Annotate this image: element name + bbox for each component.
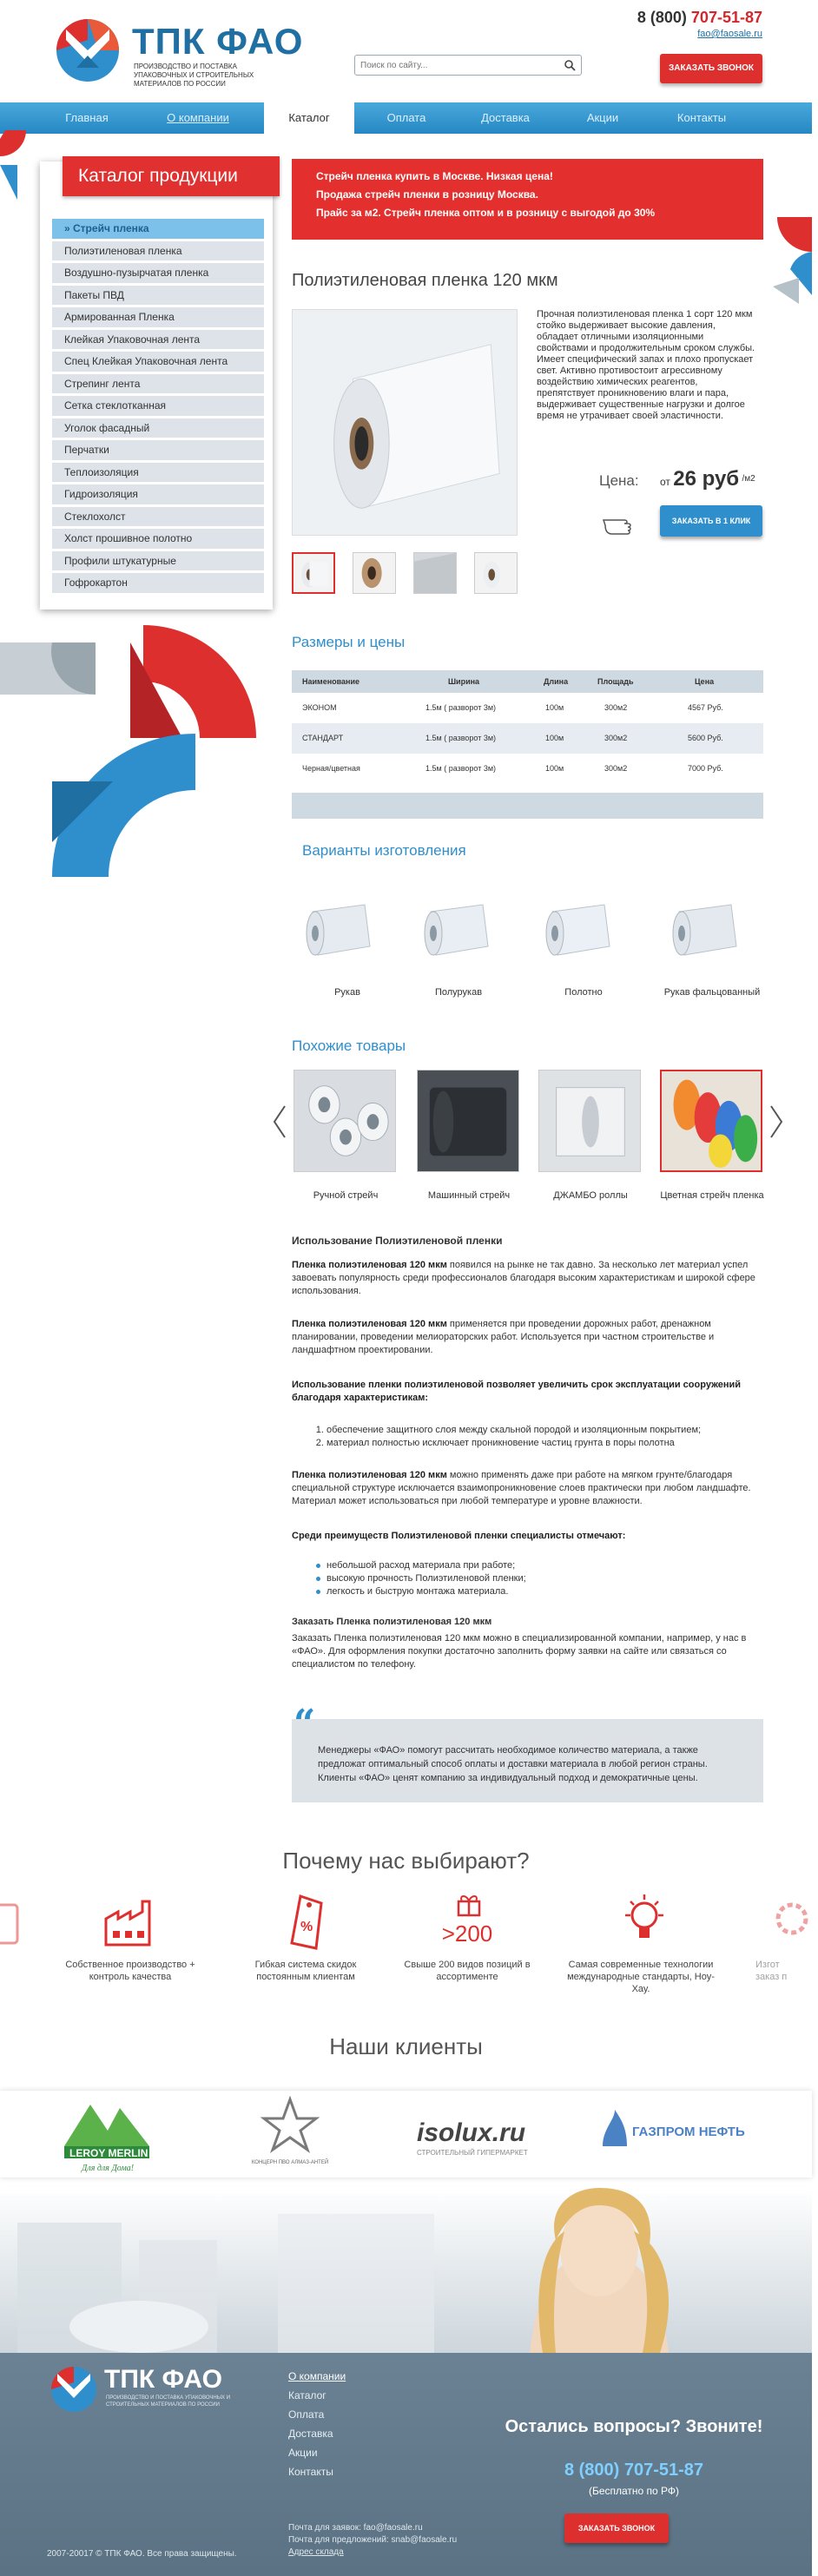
- table-cell: 7000 Руб.: [688, 764, 723, 773]
- why-label: Самая современные технологии международные стандарты, Ноу-Хау.: [567, 1960, 715, 1994]
- table-cell: ЭКОНОМ: [302, 703, 337, 712]
- search-box: [354, 55, 582, 76]
- search-icon[interactable]: [564, 59, 576, 71]
- why-label: Гибкая система скидок постоянным клиентам: [254, 1960, 357, 1982]
- footer-order-call-button[interactable]: ЗАКАЗАТЬ ЗВОНОК: [564, 2513, 669, 2543]
- catalog-item[interactable]: Гидроизоляция: [52, 484, 264, 504]
- nav-about[interactable]: О компании: [167, 111, 229, 124]
- factory-icon: [102, 1893, 155, 1952]
- chevron-left-icon[interactable]: [271, 1104, 288, 1139]
- similar-product-image[interactable]: [660, 1070, 762, 1172]
- decor-shape-icon: [0, 625, 261, 886]
- table-cell: 100м: [545, 764, 564, 773]
- roll-folded-icon: [662, 894, 740, 967]
- price-from: от: [660, 476, 670, 488]
- logo-title[interactable]: ТПК ФАО: [132, 21, 304, 62]
- footer-link-about[interactable]: О компании: [288, 2370, 346, 2382]
- product-description: Прочная полиэтиленовая пленка 1 сорт 120 мкм стойко выдерживает высокие давления, обладает отличными изоляционными свойствами и продолжительным сроком службы. Имеет специфический запах и плохо пропускает свет. Активно противостоит агрессивному воздействию химических реагентов, препятствует проникновению влаги и пара, выдерживает существенные нагрузки и долгое время не утрачивает своей эластичности.: [537, 309, 755, 421]
- article-text: появился на рынке не так давно. За несколько лет материал успел завоевать популярность среди профессионалов благодаря высоким характеристикам и широкой сфере использования.: [292, 1260, 755, 1296]
- chevron-right-icon[interactable]: [768, 1104, 785, 1139]
- header-phone[interactable]: [599, 9, 762, 27]
- footer-warehouse-address[interactable]: Адрес склада: [288, 2547, 344, 2557]
- footer-logo-title[interactable]: ТПК ФАО: [104, 2365, 222, 2394]
- catalog-item[interactable]: Клейкая Упаковочная лента: [52, 330, 264, 350]
- catalog-item[interactable]: Стеклохолст: [52, 507, 264, 527]
- banner-line: Прайс за м2. Стрейч пленка оптом и в розницу с выгодой до 30%: [316, 207, 656, 219]
- table-cell: 1.5м ( разворот 3м): [425, 764, 497, 773]
- list-item: высокую прочность Полиэтиленовой пленки;: [327, 1572, 765, 1585]
- similar-product-label[interactable]: Ручной стрейч: [313, 1190, 379, 1201]
- price-value: [660, 467, 755, 491]
- why-fragment: заказ п: [755, 1972, 788, 1982]
- similar-title: Похожие товары: [292, 1038, 406, 1054]
- gazprom-logo-text: ГАЗПРОМ НЕФТЬ: [632, 2125, 745, 2139]
- article-paragraph: [292, 1318, 765, 1357]
- product-thumbnail[interactable]: [474, 552, 518, 594]
- nav-catalog[interactable]: Каталог: [264, 102, 354, 134]
- similar-product-image[interactable]: [417, 1070, 519, 1172]
- catalog-item[interactable]: Спец Клейкая Упаковочная лента: [52, 352, 264, 372]
- footer-link-catalog[interactable]: Каталог: [288, 2389, 327, 2401]
- product-photo[interactable]: [292, 309, 518, 536]
- logo-subtitle: ПРОИЗВОДСТВО И ПОСТАВКА УПАКОВОЧНЫХ И СТРОИТЕЛЬНЫХ МАТЕРИАЛОВ ПО РОССИИ: [134, 63, 254, 88]
- nav-promo[interactable]: Акции: [586, 111, 619, 124]
- discount-tag-icon: [281, 1893, 333, 1952]
- gazprom-neft-logo[interactable]: [597, 2105, 745, 2165]
- almaz-logo-text: КОНЦЕРН ПВО АЛМАЗ-АНТЕЙ: [251, 2160, 329, 2165]
- leroy-merlin-logo[interactable]: [64, 2096, 149, 2174]
- footer-phone[interactable]: 8 (800) 707-51-87: [564, 2461, 704, 2480]
- table-header-cell: Ширина: [448, 677, 480, 686]
- table-cell: Черная/цветная: [302, 764, 360, 773]
- article-paragraph: [292, 1530, 765, 1543]
- similar-product-label[interactable]: Цветная стрейч пленка: [660, 1190, 764, 1201]
- variant-label: Полурукав: [434, 987, 483, 998]
- table-cell: 300м2: [604, 764, 628, 773]
- main-nav: [0, 102, 812, 134]
- article-paragraph: Заказать Пленка полиэтиленовая 120 мкм можно в специализированной компании, например, у нас в «ФАО». Для оформления покупки достаточно заполнить форму заявки на сайте или связаться со специалистом по телефону.: [292, 1633, 747, 1670]
- variants-title: Варианты изготовления: [302, 842, 466, 859]
- footer-link-promo[interactable]: Акции: [288, 2447, 318, 2459]
- table-cell: 1.5м ( разворот 3м): [425, 703, 497, 712]
- footer-copyright: 2007-20017 © ТПК ФАО. Все права защищены.: [47, 2549, 237, 2559]
- why-label: Свыше 200 видов позиций в ассортименте: [404, 1960, 531, 1982]
- lightbulb-icon: [618, 1893, 670, 1952]
- article-text: можно применять даже при работе на мягком грунте/благодаря специальной структуре исключается взаимопроникновение слоев практически при любом ландшафте. Материал может использоваться при любой температуре и уровне влажности.: [292, 1470, 751, 1506]
- variant-label: Рукав: [334, 987, 360, 998]
- nav-home[interactable]: Главная: [65, 111, 109, 124]
- gear-icon: [766, 1893, 818, 1952]
- footer-logo-icon[interactable]: [45, 2362, 102, 2414]
- table-row: [292, 754, 763, 784]
- variant-label: Рукав фальцованный: [663, 987, 761, 998]
- footer-logo-subtitle: ПРОИЗВОДСТВО И ПОСТАВКА УПАКОВОЧНЫХ И СТРОИТЕЛЬНЫХ МАТЕРИАЛОВ ПО РОССИИ: [106, 2395, 231, 2408]
- promo-banner[interactable]: [292, 159, 763, 240]
- header: [0, 0, 812, 102]
- catalog-item[interactable]: Холст прошивное полотно: [52, 529, 264, 549]
- article-paragraph: [292, 1259, 765, 1298]
- leroy-slogan: Для для Дома!: [82, 2164, 135, 2173]
- list-item: небольшой расход материала при работе;: [327, 1559, 765, 1572]
- pointing-hand-icon: [602, 508, 640, 539]
- table-header-cell: Цена: [695, 677, 715, 686]
- badge-200: >200: [441, 1920, 493, 1947]
- nav-contacts[interactable]: Контакты: [676, 111, 727, 124]
- product-thumbnail[interactable]: [292, 552, 335, 594]
- article-paragraph: [292, 1379, 765, 1405]
- list-item: легкость и быструю монтажа материала.: [327, 1585, 765, 1598]
- table-cell: СТАНДАРТ: [302, 734, 344, 742]
- footer-mail-supply[interactable]: Почта для предложений: snab@faosale.ru: [288, 2535, 458, 2545]
- quote-icon: “: [294, 1702, 316, 1746]
- article-bold: Использование пленки полиэтиленовой позволяет увеличить срок эксплуатации сооружений благодаря характеристикам:: [292, 1380, 742, 1403]
- catalog-item[interactable]: Армированная Пленка: [52, 307, 264, 327]
- table-footer: [292, 793, 763, 819]
- catalog-item[interactable]: Уголок фасадный: [52, 418, 264, 438]
- table-cell: 300м2: [604, 703, 628, 712]
- catalog-item[interactable]: Пакеты ПВД: [52, 286, 264, 306]
- why-label: Собственное производство + контроль качества: [65, 1960, 195, 1982]
- why-title: Почему нас выбирают?: [282, 1848, 530, 1874]
- catalog-item[interactable]: Стрепинг лента: [52, 374, 264, 394]
- table-header-cell: Площадь: [597, 677, 634, 686]
- why-fragment-label: [755, 1959, 808, 1983]
- order-call-button[interactable]: ЗАКАЗАТЬ ЗВОНОК: [660, 54, 762, 83]
- table-cell: 300м2: [604, 734, 628, 742]
- roll-sheet-icon: [535, 894, 613, 967]
- table-row: [292, 723, 763, 754]
- roll-sleeve-icon: [295, 894, 373, 967]
- price-unit: /м2: [742, 474, 755, 484]
- table-header-cell: Наименование: [302, 677, 360, 686]
- why-fragment: Изгот: [755, 1960, 780, 1970]
- similar-product-label[interactable]: Машинный стрейч: [427, 1190, 511, 1201]
- table-cell: 5600 Руб.: [688, 734, 723, 742]
- decor-shape-icon: [764, 217, 812, 313]
- product-thumbnail[interactable]: [413, 552, 457, 594]
- table-cell: 100м: [545, 703, 564, 712]
- article-subheading: Заказать Пленка полиэтиленовая 120 мкм: [292, 1617, 492, 1627]
- catalog-item[interactable]: Сетка стеклотканная: [52, 396, 264, 416]
- isolux-logo[interactable]: [413, 2115, 544, 2162]
- price-amount: 26 руб: [673, 467, 740, 491]
- isolux-sub: СТРОИТЕЛЬНЫЙ ГИПЕРМАРКЕТ: [417, 2149, 528, 2157]
- article-bold: Пленка полиэтиленовая 120 мкм: [292, 1319, 447, 1329]
- sizes-table: [292, 670, 763, 819]
- catalog-item[interactable]: » Стрейч пленка: [52, 219, 264, 239]
- banner-line: Стрейч пленка купить в Москве. Низкая цена!: [316, 170, 553, 182]
- footer-link-contacts[interactable]: Контакты: [288, 2466, 333, 2478]
- footer-link-delivery[interactable]: Доставка: [288, 2428, 333, 2440]
- phone-number: 707-51-87: [690, 9, 762, 26]
- catalog-item[interactable]: Полиэтиленовая пленка: [52, 241, 264, 261]
- table-header: [292, 670, 763, 693]
- isolux-logo-text: isolux.ru: [417, 2118, 526, 2147]
- article-heading: Использование Полиэтиленовой пленки: [292, 1235, 503, 1247]
- article-bold: Пленка полиэтиленовая 120 мкм: [292, 1260, 447, 1270]
- clients-title: Наши клиенты: [329, 2033, 483, 2059]
- phone-prefix: 8 (800): [637, 9, 687, 26]
- buy-one-click-button[interactable]: ЗАКАЗАТЬ В 1 КЛИК: [660, 505, 762, 537]
- catalog-sidebar: [40, 161, 273, 609]
- catalog-list: [52, 219, 264, 596]
- banner-line: Продажа стрейч пленки в розницу Москва.: [316, 188, 538, 201]
- catalog-item[interactable]: Гофрокартон: [52, 573, 264, 593]
- warehouse-image: [0, 2188, 812, 2353]
- catalog-item[interactable]: Теплоизоляция: [52, 463, 264, 483]
- article-paragraph: [292, 1469, 765, 1508]
- sizes-title: Размеры и цены: [292, 634, 406, 650]
- footer-mail-orders[interactable]: Почта для заявок: fao@faosale.ru: [288, 2523, 423, 2533]
- table-cell: 100м: [545, 734, 564, 742]
- similar-product-image[interactable]: [294, 1070, 396, 1172]
- article-list: [292, 1424, 765, 1450]
- article-text: применяется при проведении дорожных работ, дренажном планировании, проведении мелиораторских работ. Используется при частном строительстве и ландшафтном проектировании.: [292, 1319, 715, 1355]
- footer-link-payment[interactable]: Оплата: [288, 2408, 325, 2421]
- table-row: [292, 693, 763, 723]
- why-fragment-label: [0, 1964, 17, 1976]
- catalog-item-label: Стрейч пленка: [73, 222, 149, 234]
- footer-question: Остались вопросы? Звоните!: [505, 2417, 763, 2436]
- table-cell: 1.5м ( разворот 3м): [425, 734, 497, 742]
- svg-text:%: %: [300, 1920, 313, 1934]
- catalog-item[interactable]: Перчатки: [52, 440, 264, 460]
- similar-product-label[interactable]: ДЖАМБО роллы: [553, 1190, 628, 1201]
- product-thumbnail[interactable]: [353, 552, 396, 594]
- leroy-logo-text: LEROY MERLIN: [69, 2147, 148, 2159]
- list-item: 1. обеспечение защитного слоя между скальной породой и изоляционным покрытием;: [327, 1424, 765, 1437]
- nav-delivery[interactable]: Доставка: [481, 111, 530, 124]
- logo-icon[interactable]: [50, 14, 125, 83]
- article-bold: Среди преимуществ Полиэтиленовой пленки специалисты отмечают:: [292, 1531, 626, 1541]
- product-title: Полиэтиленовая пленка 120 мкм: [292, 271, 558, 290]
- table-cell: 4567 Руб.: [688, 703, 723, 712]
- catalog-item[interactable]: Профили штукатурные: [52, 551, 264, 571]
- price-label: Цена:: [599, 472, 639, 489]
- variant-label: Полотно: [564, 987, 603, 998]
- tag-icon: [0, 1893, 52, 1952]
- quote-block: Менеджеры «ФАО» помогут рассчитать необходимое количество материала, а также предложат оптимальный способ оплаты и доставки материала в любой регион страны. Клиенты «ФАО» ценят компанию за индивидуальный подход и демократичные цены.: [292, 1719, 763, 1802]
- footer-free-call: (Бесплатно по РФ): [588, 2485, 680, 2497]
- article-list: [292, 1559, 765, 1598]
- table-header-cell: Длина: [544, 677, 569, 686]
- catalog-title: Каталог продукции: [63, 156, 280, 196]
- similar-product-image[interactable]: [538, 1070, 641, 1172]
- catalog-item[interactable]: Воздушно-пузырчатая пленка: [52, 263, 264, 283]
- header-email[interactable]: fao@faosale.ru: [697, 29, 762, 39]
- list-item: 2. материал полностью исключает проникновение частиц грунта в поры полотна: [327, 1437, 765, 1450]
- search-input[interactable]: [355, 56, 551, 75]
- roll-half-sleeve-icon: [413, 894, 491, 967]
- nav-payment[interactable]: Оплата: [386, 111, 426, 124]
- almaz-antey-logo[interactable]: [251, 2096, 329, 2169]
- article-bold: Пленка полиэтиленовая 120 мкм: [292, 1470, 447, 1480]
